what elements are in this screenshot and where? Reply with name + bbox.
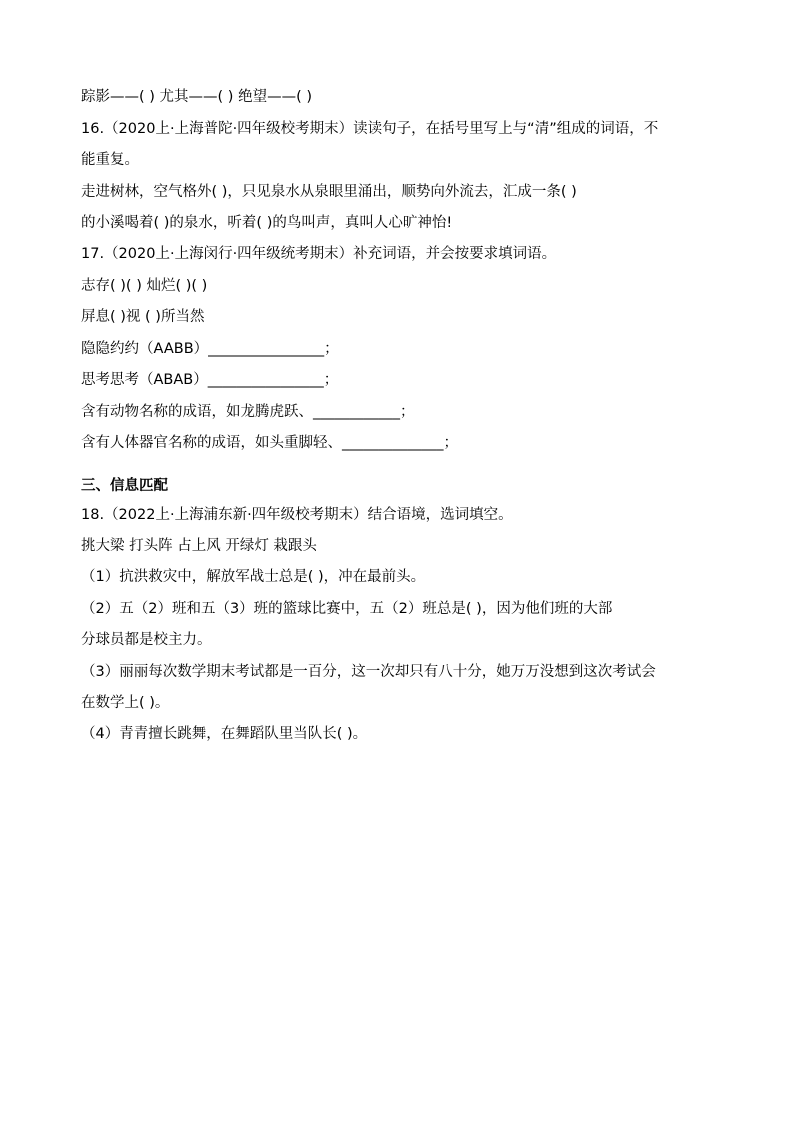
question-17-animal-idiom: 含有动物名称的成语，如龙腾虎跃、____________；	[81, 404, 415, 420]
question-17-organ-idiom: 含有人体器官名称的成语，如头重脚轻、______________；	[81, 435, 458, 451]
question-17-prompt: 17.（2020上·上海闵行·四年级统考期末）补充词语，并会按要求填词语。	[81, 246, 557, 262]
question-16-sentence-1: 走进树林，空气格外( )，只见泉水从泉眼里涌出，顺势向外流去，汇成一条( )	[81, 184, 577, 200]
question-18-item-3: （3）丽丽每次数学期末考试都是一百分，这一次却只有八十分，她万万没想到这次考试会	[81, 664, 656, 680]
section-heading-3: 三、信息匹配	[81, 478, 168, 494]
question-17-aabb: 隐隐约约（AABB）________________；	[81, 341, 339, 357]
question-18-item-4: （4）青青擅长跳舞，在舞蹈队里当队长( )。	[81, 726, 368, 742]
question-18-item-2-cont: 分球员都是校主力。	[81, 632, 212, 648]
question-18-word-bank: 挑大梁 打头阵 占上风 开绿灯 栽跟头	[81, 538, 317, 554]
question-16-prompt: 16.（2020上·上海普陀·四年级校考期末）读读句子，在括号里写上与“清”组成的词语，不	[81, 121, 659, 137]
question-16-sentence-2: 的小溪喝着( )的泉水，听着( )的鸟叫声，真叫人心旷神怡!	[81, 215, 453, 231]
question-17-row-2: 屏息( )视 ( )所当然	[81, 309, 205, 325]
answer-blanks-line: 踪影——( ) 尤其——( ) 绝望——( )	[81, 89, 312, 105]
question-16-prompt-cont: 能重复。	[81, 152, 139, 168]
question-17-row-1: 志存( )( ) 灿烂( )( )	[81, 278, 208, 294]
question-17-abab: 思考思考（ABAB）________________；	[81, 372, 339, 388]
question-18-item-1: （1）抗洪救灾中，解放军战士总是( )，冲在最前头。	[81, 569, 426, 585]
question-18-item-2: （2）五（2）班和五（3）班的篮球比赛中，五（2）班总是( )，因为他们班的大部	[81, 601, 613, 617]
question-18-item-3-cont: 在数学上( )。	[81, 695, 170, 711]
question-18-prompt: 18.（2022上·上海浦东新·四年级校考期末）结合语境，选词填空。	[81, 507, 513, 523]
